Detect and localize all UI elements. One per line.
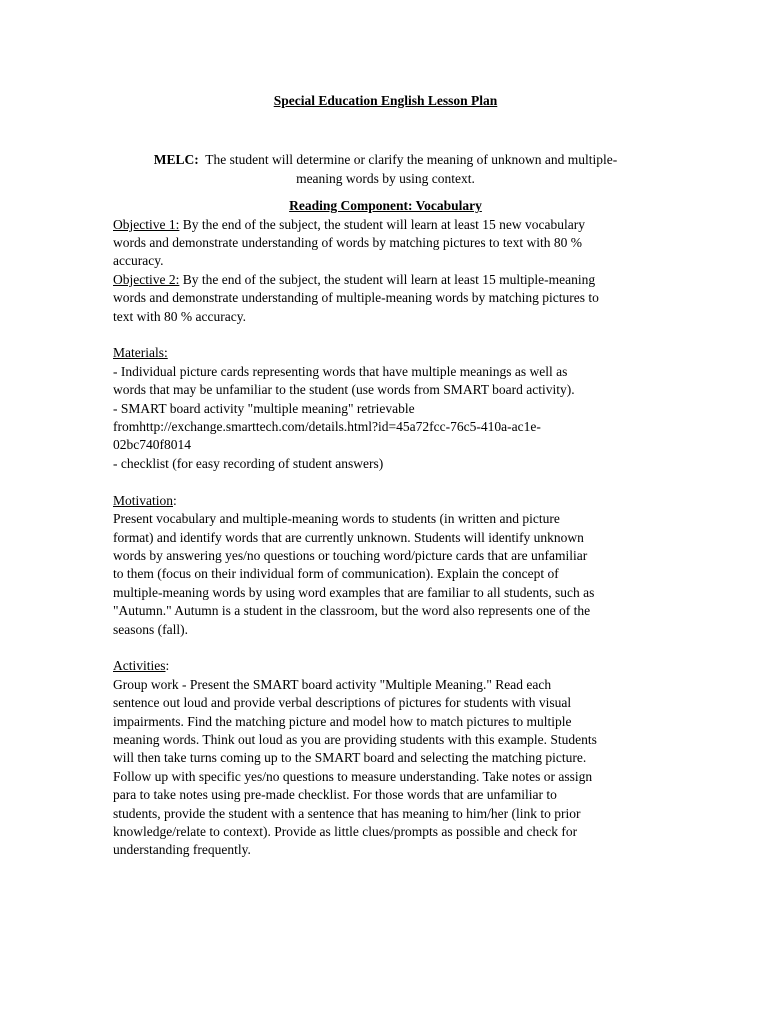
motivation-section	[113, 492, 658, 639]
activities-heading: Activities	[113, 658, 166, 674]
motivation-heading: Motivation	[113, 492, 173, 508]
objective-2-text: By the end of the subject, the student will learn at least 15 multiple-meaning	[182, 271, 596, 287]
melc-section	[113, 151, 658, 188]
activities-line: students, provide the student with a sentence that has meaning to him/her (link to prior	[113, 805, 581, 821]
motivation-heading-line	[113, 492, 658, 510]
activities-line: meaning words. Think out loud as you are providing students with this example. Students	[113, 731, 597, 747]
objective-2-line-3: text with 80 % accuracy.	[113, 308, 246, 324]
objective-2-label: Objective 2:	[113, 271, 180, 287]
motivation-line: "Autumn." Autumn is a student in the classroom, but the word also represents one of the	[113, 603, 591, 619]
activities-line: Follow up with specific yes/no questions to measure understanding. Take notes or assign	[113, 768, 593, 784]
melc-text-1: The student will determine or clarify the meaning of unknown and multiple-	[205, 152, 618, 168]
objective-2	[113, 271, 658, 326]
materials-heading: Materials:	[113, 345, 168, 361]
melc-label: MELC:	[153, 152, 199, 168]
activities-line: knowledge/relate to context). Provide as little clues/prompts as possible and check for	[113, 823, 578, 839]
activities-line: sentence out loud and provide verbal descriptions of pictures for students with visual	[113, 695, 572, 711]
document-page	[113, 92, 658, 860]
motivation-colon: :	[173, 492, 177, 508]
objective-1	[113, 216, 658, 271]
materials-line: 02bc740f8014	[113, 437, 191, 453]
objective-2-line-1	[113, 271, 658, 289]
activities-heading-line	[113, 657, 658, 675]
activities-section	[113, 657, 658, 859]
materials-section	[113, 344, 658, 473]
motivation-line: to them (focus on their individual form of communication). Explain the concept of	[113, 566, 559, 582]
activities-colon: :	[165, 658, 170, 674]
materials-line: - checklist (for easy recording of student answers)	[113, 455, 384, 471]
objective-1-line-2: words and demonstrate understanding of words by matching pictures to text with 80 %	[113, 235, 583, 251]
materials-line: fromhttp://exchange.smarttech.com/details.html?id=45a72fcc-76c5-410a-ac1e-	[113, 419, 541, 435]
activities-line: will then take turns coming up to the SMART board and selecting the matching picture.	[113, 750, 587, 766]
objective-1-line-1	[113, 216, 658, 234]
activities-line: para to take notes using pre-made checklist. For those words that are unfamiliar to	[113, 787, 557, 803]
motivation-line: words by answering yes/no questions or touching word/picture cards that are unfamiliar	[113, 547, 588, 563]
materials-line: - Individual picture cards representing words that have multiple meanings as well as	[113, 363, 568, 379]
motivation-line: format) and identify words that are currently unknown. Students will identify unknown	[113, 529, 584, 545]
document-title: Special Education English Lesson Plan	[273, 93, 498, 108]
activities-line: understanding frequently.	[113, 842, 251, 858]
melc-line-1	[113, 151, 658, 169]
motivation-line: multiple-meaning words by using word examples that are familiar to all students, such as	[113, 584, 595, 600]
objective-1-label: Objective 1:	[113, 216, 180, 232]
motivation-line: Present vocabulary and multiple-meaning words to students (in written and picture	[113, 511, 560, 527]
objective-1-line-3: accuracy.	[113, 253, 164, 269]
objective-2-line-2: words and demonstrate understanding of multiple-meaning words by matching pictures to	[113, 290, 599, 306]
motivation-line: seasons (fall).	[113, 621, 188, 637]
activities-line: impairments. Find the matching picture and model how to match pictures to multiple	[113, 713, 572, 729]
reading-component-heading: Reading Component: Vocabulary	[289, 198, 482, 214]
materials-line: words that may be unfamiliar to the student (use words from SMART board activity).	[113, 382, 575, 398]
objective-1-text: By the end of the subject, the student will learn at least 15 new vocabulary	[182, 216, 585, 232]
melc-line-2: meaning words by using context.	[296, 170, 475, 186]
activities-line: Group work - Present the SMART board activity "Multiple Meaning." Read each	[113, 676, 552, 692]
materials-line: - SMART board activity "multiple meaning" retrievable	[113, 400, 415, 416]
